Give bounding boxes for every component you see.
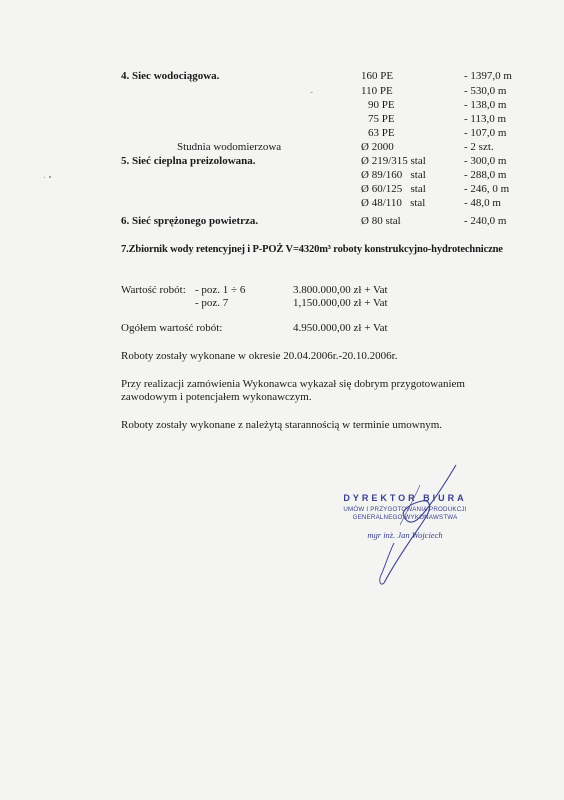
section4-item: 63 PE bbox=[368, 127, 395, 139]
section6-value: - 240,0 m bbox=[464, 215, 507, 227]
section5-item: Ø 60/125 stal bbox=[361, 183, 426, 195]
section4-value: - 113,0 m bbox=[464, 113, 507, 125]
section4-item: 75 PE bbox=[368, 113, 395, 125]
studnia-item: Ø 2000 bbox=[361, 141, 394, 153]
section7-title: 7.Zbiornik wody retencyjnej i P-POŻ V=4320m³ roboty konstrukcyjno-hydrotechniczne bbox=[121, 244, 503, 255]
studnia-value: - 2 szt. bbox=[464, 141, 494, 153]
section5-value: - 246, 0 m bbox=[464, 183, 510, 195]
section5-title: 5. Sieć cieplna preizolowana. bbox=[121, 155, 256, 167]
section6-title: 6. Sieć sprężonego powietrza. bbox=[121, 215, 259, 227]
stamp-dept: UMÓW I PRZYGOTOWANIA PRODUKCJI bbox=[343, 506, 467, 513]
costs-pos-1: - poz. 1 ÷ 6 bbox=[195, 284, 246, 296]
section5-item: Ø 89/160 stal bbox=[361, 169, 426, 181]
section4-value: - 138,0 m bbox=[464, 99, 507, 111]
section4-value: - 530,0 m bbox=[464, 85, 507, 97]
total-label: Ogółem wartość robót: bbox=[121, 322, 223, 334]
section4-value: - 1397,0 m bbox=[464, 70, 512, 82]
section5-value: - 288,0 m bbox=[464, 169, 507, 181]
scan-speck bbox=[310, 92, 313, 93]
section5-item: Ø 48/110 stal bbox=[361, 197, 426, 209]
studnia-label: Studnia wodomierzowa bbox=[177, 141, 282, 153]
costs-label: Wartość robót: bbox=[121, 284, 186, 296]
section5-value: - 300,0 m bbox=[464, 155, 507, 167]
paragraph-assessment-line2: zawodowym i potencjałem wykonawczym. bbox=[121, 391, 312, 403]
section4-item: 90 PE bbox=[368, 99, 395, 111]
signature-icon bbox=[360, 455, 470, 595]
section4-item: 110 PE bbox=[361, 85, 393, 97]
total-value: 4.950.000,00 zł + Vat bbox=[293, 322, 388, 334]
section5-item: Ø 219/315 stal bbox=[361, 155, 426, 167]
section5-value: - 48,0 m bbox=[464, 197, 501, 209]
costs-value-1: 3.800.000,00 zł + Vat bbox=[293, 284, 388, 296]
scan-speck bbox=[44, 177, 45, 178]
paragraph-diligence: Roboty zostały wykonane z należytą starannością w terminie umownym. bbox=[121, 419, 443, 431]
paragraph-period: Roboty zostały wykonane w okresie 20.04.2006r.-20.10.2006r. bbox=[121, 350, 398, 362]
stamp-dept2: GENERALNEGO WYKONAWSTWA bbox=[352, 514, 458, 521]
stamp-name: mgr inż. Jan Wojciech bbox=[367, 530, 443, 540]
costs-pos-2: - poz. 7 bbox=[195, 297, 229, 309]
section4-title: 4. Siec wodociągowa. bbox=[121, 70, 220, 82]
section6-item: Ø 80 stal bbox=[361, 215, 401, 227]
section4-value: - 107,0 m bbox=[464, 127, 507, 139]
scan-speck bbox=[49, 176, 51, 178]
stamp-title: DYREKTOR BIURA bbox=[343, 493, 467, 503]
costs-value-2: 1,150.000,00 zł + Vat bbox=[293, 297, 388, 309]
section4-item: 160 PE bbox=[361, 70, 394, 82]
paragraph-assessment-line1: Przy realizacji zamówienia Wykonawca wykazał się dobrym przygotowaniem bbox=[121, 378, 465, 390]
